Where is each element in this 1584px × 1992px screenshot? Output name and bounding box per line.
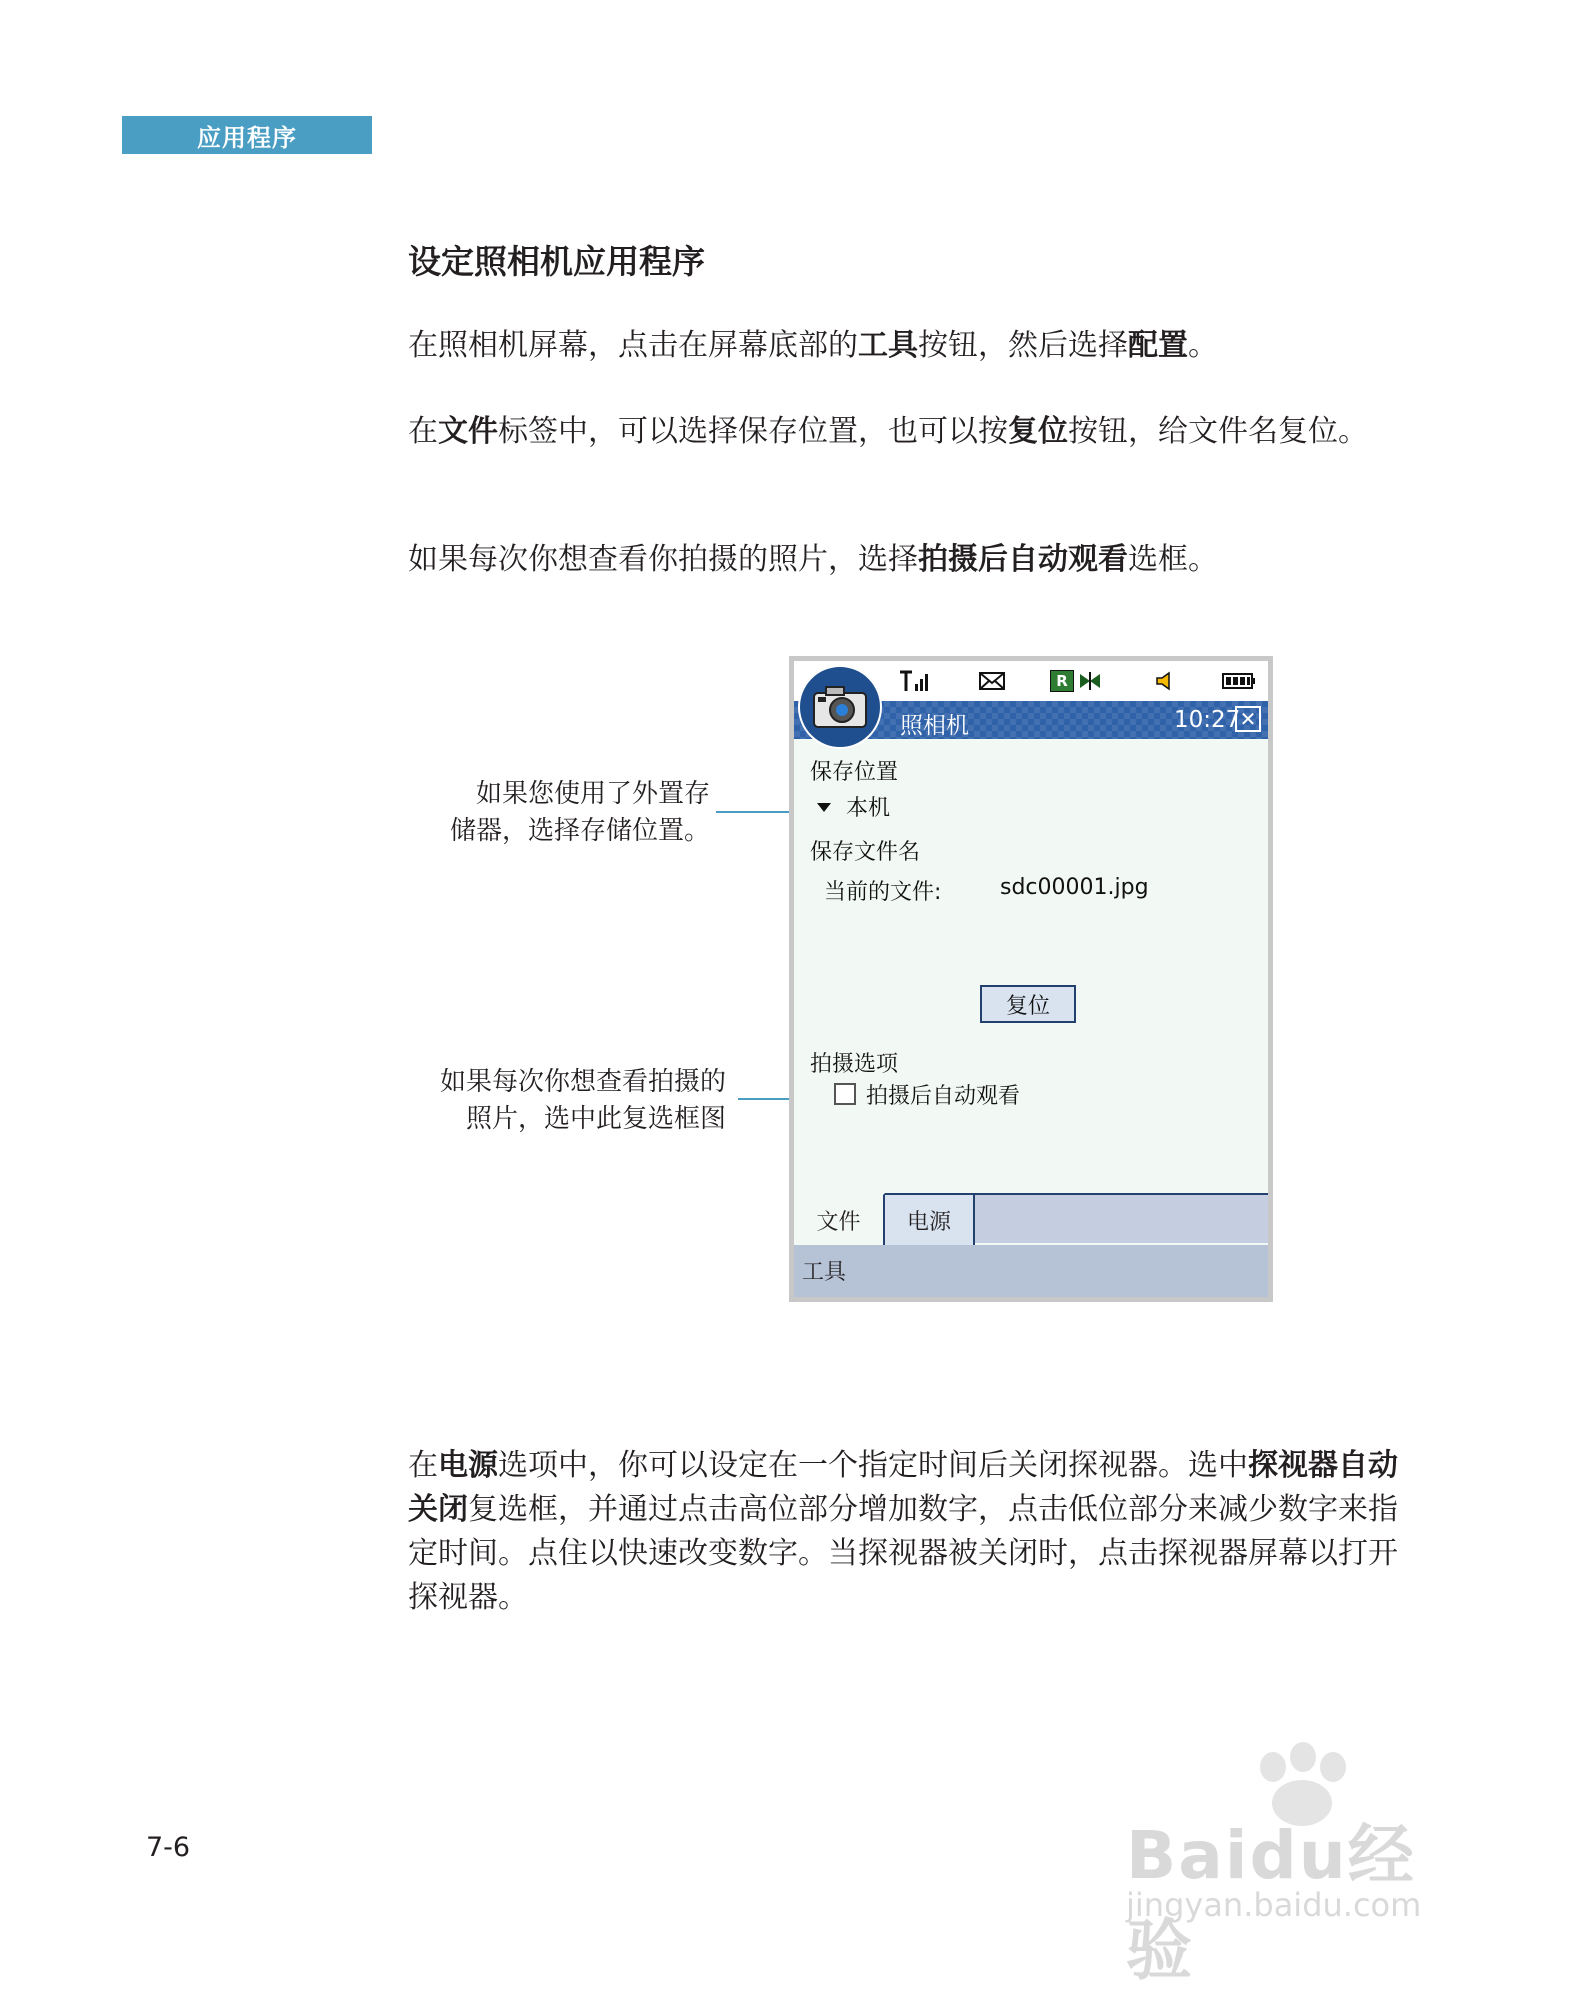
camera-icon — [810, 683, 870, 731]
current-file-value: sdc00001.jpg — [1000, 875, 1149, 900]
callout-autoview-line2: 照片，选中此复选框图 — [465, 1104, 726, 1134]
watermark — [1110, 1740, 1480, 1989]
callout-storage-line2: 储器，选择存储位置。 — [449, 816, 710, 846]
tab-file[interactable]: 文件 — [794, 1193, 885, 1245]
phone-screenshot — [789, 656, 1273, 1302]
reset-button[interactable]: 复位 — [980, 985, 1076, 1023]
current-file-label: 当前的文件: — [824, 880, 942, 905]
callout-storage-line1: 如果您使用了外置存 — [475, 779, 710, 809]
tab-bar — [794, 1193, 1268, 1243]
volume-icon — [1154, 669, 1178, 693]
tab-power[interactable]: 电源 — [885, 1193, 975, 1245]
roaming-badge: R — [1050, 670, 1074, 692]
bluetooth-icon — [1078, 669, 1102, 693]
section-heading: 设定照相机应用程序 — [408, 242, 705, 281]
auto-view-label: 拍摄后自动观看 — [866, 1084, 1021, 1109]
tools-button[interactable]: 工具 — [802, 1260, 847, 1285]
app-title: 照相机 — [900, 713, 969, 739]
paragraph-4: 在电源选项中，你可以设定在一个指定时间后关闭探视器。选中探视器自动关闭复选框，并通过点击高位部分增加数字，点击低位部分来减少数字来指定时间。点住以快速改变数字。当探视器被关闭时，点击探视器屏幕以打开探视器。 — [408, 1448, 1398, 1615]
watermark-logo: Baidu经验 — [1126, 1817, 1416, 1989]
dropdown-arrow-icon — [816, 801, 832, 813]
callout-autoview-line1: 如果每次你想查看拍摄的 — [439, 1067, 726, 1097]
section-tab: 应用程序 — [122, 116, 372, 154]
save-location-value: 本机 — [846, 796, 891, 821]
auto-view-checkbox[interactable] — [834, 1083, 856, 1105]
command-bar — [794, 1245, 1268, 1297]
close-icon[interactable]: ✕ — [1235, 706, 1261, 732]
paragraph-3: 如果每次你想查看你拍摄的照片，选择拍摄后自动观看选框。 — [408, 542, 1218, 577]
signal-icon — [898, 669, 932, 693]
page-number: 7-6 — [146, 1832, 191, 1863]
camera-app-icon — [798, 665, 882, 749]
save-location-label: 保存位置 — [810, 760, 899, 785]
phone-screen — [794, 661, 1268, 1297]
battery-icon — [1222, 669, 1256, 693]
roaming-icon — [1050, 669, 1074, 693]
callout-storage — [450, 776, 710, 850]
clock: 10:27 — [1174, 707, 1241, 733]
shooting-options-label: 拍摄选项 — [810, 1052, 899, 1077]
save-filename-label: 保存文件名 — [810, 840, 921, 865]
callout-autoview — [440, 1064, 726, 1138]
settings-form — [794, 739, 1268, 1193]
message-icon — [978, 669, 1006, 693]
watermark-url: jingyan.baidu.com — [1126, 1886, 1422, 1924]
save-location-select[interactable] — [816, 791, 890, 822]
paragraph-2: 在文件标签中，可以选择保存位置，也可以按复位按钮，给文件名复位。 — [408, 414, 1368, 449]
paragraph-1: 在照相机屏幕，点击在屏幕底部的工具按钮，然后选择配置。 — [408, 328, 1218, 363]
